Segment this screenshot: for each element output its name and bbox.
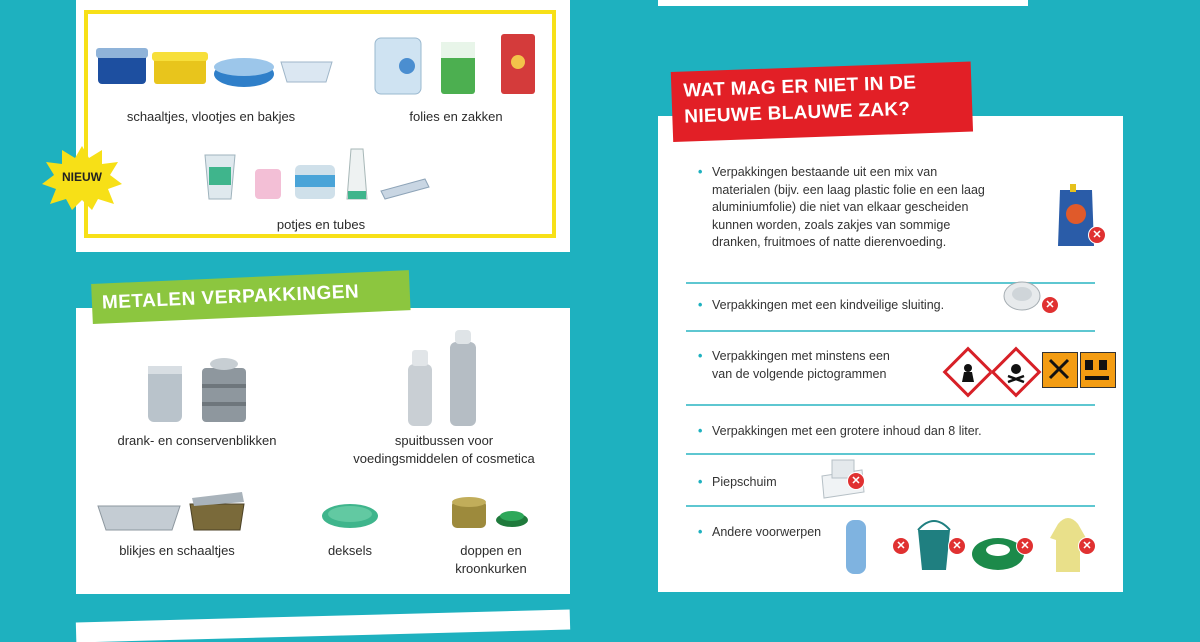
cans-image xyxy=(142,354,262,424)
pots-label: potjes en tubes xyxy=(276,217,366,232)
other-objects-image xyxy=(836,508,1106,578)
separator xyxy=(686,404,1095,406)
metal-trays-label: blikjes en schaaltjes xyxy=(119,543,235,558)
separator xyxy=(686,330,1095,332)
cans-label: drank- en conservenblikken xyxy=(117,433,277,448)
spray-cans-image xyxy=(398,328,488,428)
list-item-pictograms: • Verpakkingen met minstens een van de volgende pictogrammen xyxy=(698,349,890,381)
trays-image xyxy=(96,40,336,98)
cross-icon: ✕ xyxy=(1016,537,1034,555)
cross-icon: ✕ xyxy=(892,537,910,555)
harmful-glyph xyxy=(1046,356,1072,382)
lids-label: deksels xyxy=(327,543,373,558)
list-item-styrofoam: • Piepschuim xyxy=(698,475,777,489)
spray-label-line1: spuitbussen voor xyxy=(394,433,494,448)
cross-icon: ✕ xyxy=(948,537,966,555)
health-hazard-glyph xyxy=(954,358,982,386)
skull-glyph xyxy=(1002,358,1030,386)
separator xyxy=(686,453,1095,455)
trays-label: schaaltjes, vlootjes en bakjes xyxy=(126,109,296,124)
list-item-other-objects: • Andere voorwerpen xyxy=(698,525,822,539)
nieuw-badge-text: NIEUW xyxy=(62,170,102,184)
pictograms-row xyxy=(946,348,1116,392)
not-allowed-title-line2: NIEUWE BLAUWE ZAK? xyxy=(683,98,911,128)
cross-icon: ✕ xyxy=(1041,296,1059,314)
not-allowed-title-line1: WAT MAG ER NIET IN DE xyxy=(683,72,917,102)
list-item-child-safe: • Verpakkingen met een kindveilige sluiting. xyxy=(698,298,945,312)
bottom-left-card xyxy=(76,610,570,642)
caps-label-line2: kroonkurken xyxy=(455,561,527,576)
pots-image xyxy=(201,145,431,207)
list-item-mixed-materials: • Verpakkingen bestaande uit een mix van materialen (bijv. een laag plastic folie en een laag aluminiumfolie) die niet van elkaar gescheiden kunnen worden, zoals zakjes van sommige dranken, fruitmoes of natte dierenvoeding. xyxy=(698,165,985,249)
caps-image xyxy=(448,494,538,534)
metal-banner-title: METALEN VERPAKKINGEN xyxy=(101,281,360,314)
top-right-card xyxy=(658,0,1028,6)
spray-label-line2: voedingsmiddelen of cosmetica xyxy=(353,451,535,466)
corrosive-glyph xyxy=(1083,358,1111,382)
metal-trays-image xyxy=(96,490,246,540)
plastics-card xyxy=(76,0,570,252)
foils-label: folies en zakken xyxy=(409,109,503,124)
child-safe-cap-image xyxy=(1002,280,1042,312)
not-allowed-card xyxy=(658,116,1123,592)
lids-image xyxy=(320,500,380,530)
separator xyxy=(686,505,1095,507)
list-item-large-volume: • Verpakkingen met een grotere inhoud dan 8 liter. xyxy=(698,424,982,438)
not-allowed-banner xyxy=(671,62,973,142)
cross-icon: ✕ xyxy=(1078,537,1096,555)
cross-icon: ✕ xyxy=(847,472,865,490)
caps-label-line1: doppen en xyxy=(460,543,522,558)
metal-card xyxy=(76,308,570,594)
cross-icon: ✕ xyxy=(1088,226,1106,244)
foils-image xyxy=(371,32,541,102)
